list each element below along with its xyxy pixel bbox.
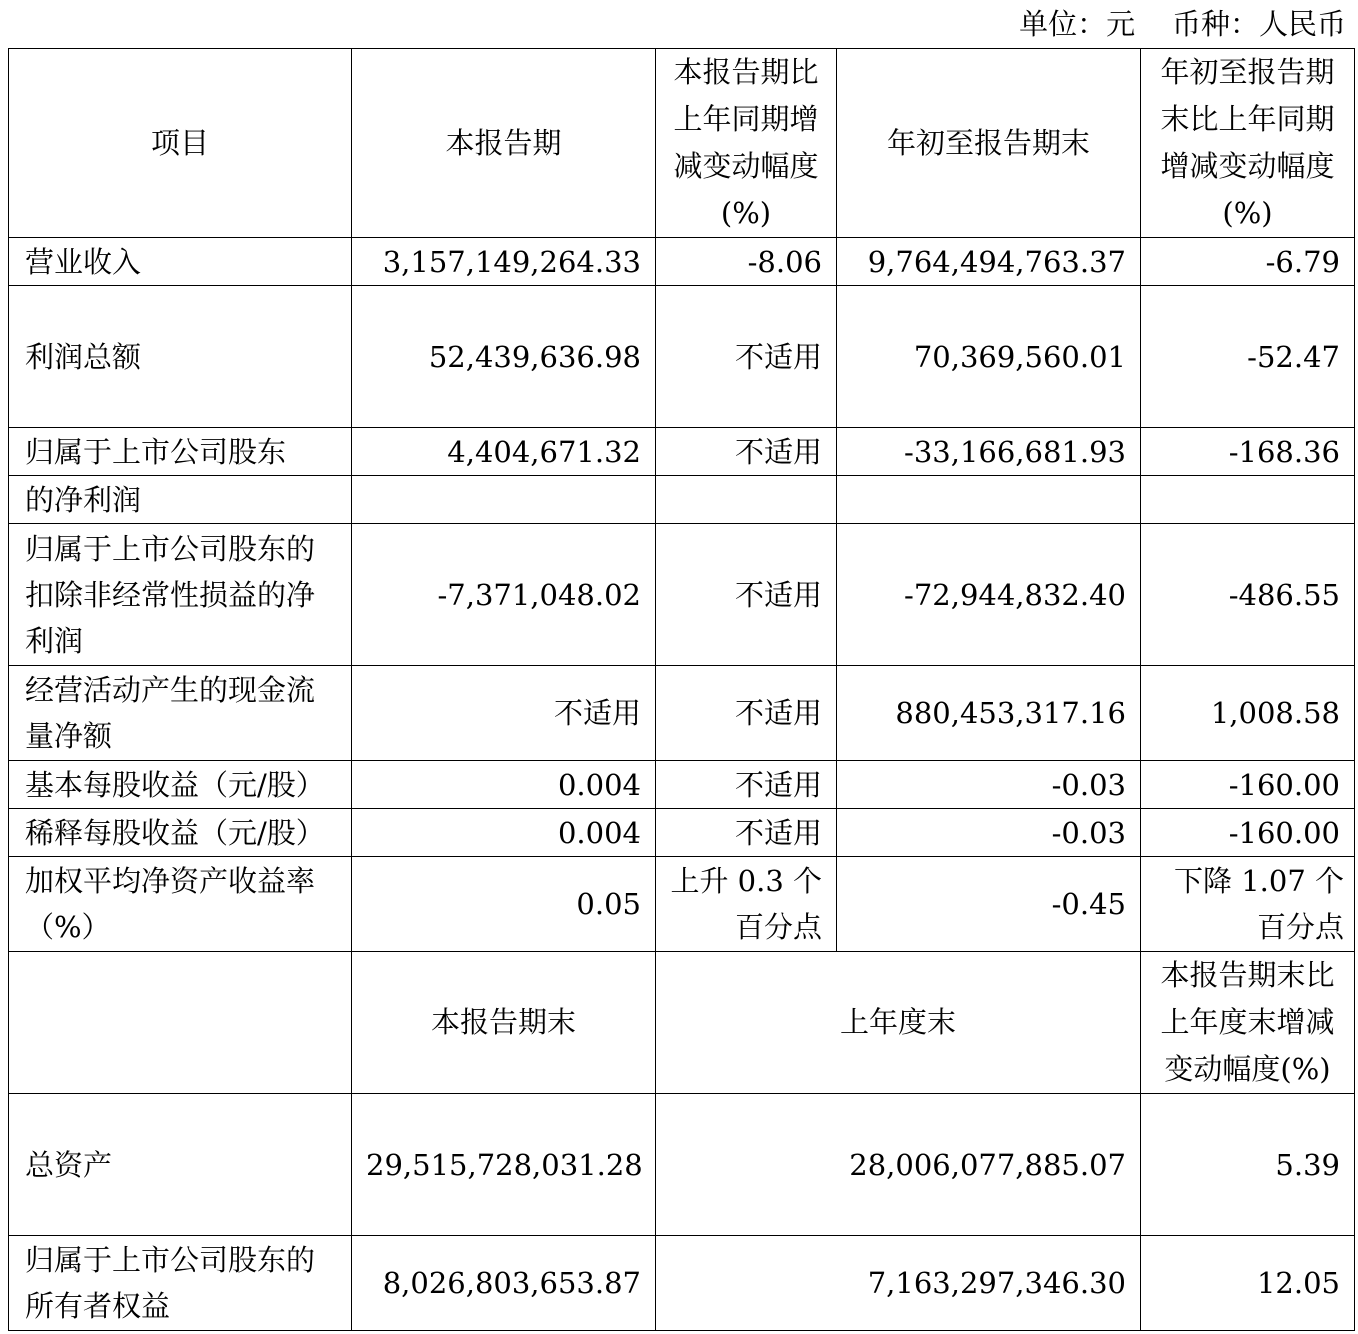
empty-cell [837,476,1141,524]
row-label: 基本每股收益（元/股） [9,761,352,809]
header-prior-year-end: 上年度末 [656,952,1141,1094]
cell-prior-year-end: 7,163,297,346.30 [656,1236,1141,1331]
header-change: 本报告期末比上年度末增减变动幅度(%) [1141,952,1355,1094]
cell-current-yoy: 不适用 [656,761,837,809]
cell-current: 3,157,149,264.33 [352,238,656,286]
table-header-row [9,49,1355,238]
row-label: 归属于上市公司股东的扣除非经常性损益的净利润 [9,524,352,666]
cell-ytd-yoy: -52.47 [1141,286,1355,428]
unit-currency-note: 单位：元 币种：人民币 [1019,7,1346,41]
table-row [9,1094,1355,1236]
row-label: 归属于上市公司股东 [9,428,352,476]
table-row [9,1236,1355,1331]
cell-current-yoy: 不适用 [656,809,837,857]
header-period-end: 本报告期末 [352,952,656,1094]
header-current-period: 本报告期 [352,49,656,238]
cell-current-yoy: -8.06 [656,238,837,286]
cell-current: 0.004 [352,809,656,857]
row-label: 稀释每股收益（元/股） [9,809,352,857]
cell-current-yoy: 不适用 [656,428,837,476]
cell-ytd: -33,166,681.93 [837,428,1141,476]
header-item: 项目 [9,49,352,238]
header-ytd-yoy: 年初至报告期末比上年同期增减变动幅度(%) [1141,49,1355,238]
cell-ytd: -0.45 [837,857,1141,952]
cell-current-yoy: 不适用 [656,524,837,666]
row-label-continuation: 的净利润 [9,476,352,524]
cell-current: 0.05 [352,857,656,952]
row-label: 总资产 [9,1094,352,1236]
cell-current-yoy: 不适用 [656,666,837,761]
cell-change: 5.39 [1141,1094,1355,1236]
cell-ytd: 9,764,494,763.37 [837,238,1141,286]
cell-current: 52,439,636.98 [352,286,656,428]
cell-current-yoy: 不适用 [656,286,837,428]
cell-ytd: -0.03 [837,761,1141,809]
table-row [9,761,1355,809]
table-row [9,286,1355,428]
cell-change: 12.05 [1141,1236,1355,1331]
row-label: 营业收入 [9,238,352,286]
table-row [9,238,1355,286]
cell-period-end: 29,515,728,031.28 [352,1094,656,1236]
cell-ytd-yoy: 1,008.58 [1141,666,1355,761]
cell-ytd-yoy: -160.00 [1141,761,1355,809]
cell-ytd-yoy: -168.36 [1141,428,1355,476]
cell-current: -7,371,048.02 [352,524,656,666]
table-row [9,666,1355,761]
cell-ytd-yoy: -160.00 [1141,809,1355,857]
cell-ytd-yoy: -6.79 [1141,238,1355,286]
empty-cell [9,952,352,1094]
table-subheader-row [9,952,1355,1094]
table-row [9,809,1355,857]
cell-ytd-yoy: 下降 1.07 个百分点 [1141,857,1355,952]
table-row [9,857,1355,952]
header-ytd: 年初至报告期末 [837,49,1141,238]
row-label: 经营活动产生的现金流量净额 [9,666,352,761]
row-label: 利润总额 [9,286,352,428]
cell-ytd-yoy: -486.55 [1141,524,1355,666]
empty-cell [352,476,656,524]
table-row [9,428,1355,476]
cell-ytd: 880,453,317.16 [837,666,1141,761]
empty-cell [1141,476,1355,524]
cell-ytd: 70,369,560.01 [837,286,1141,428]
row-label: 加权平均净资产收益率（%） [9,857,352,952]
cell-prior-year-end: 28,006,077,885.07 [656,1094,1141,1236]
cell-ytd: -72,944,832.40 [837,524,1141,666]
header-current-yoy: 本报告期比上年同期增减变动幅度(%) [656,49,837,238]
financial-data-table [8,48,1355,1331]
cell-current: 不适用 [352,666,656,761]
cell-current: 0.004 [352,761,656,809]
empty-cell [656,476,837,524]
cell-ytd: -0.03 [837,809,1141,857]
table-row-continuation [9,476,1355,524]
row-label: 归属于上市公司股东的所有者权益 [9,1236,352,1331]
cell-current: 4,404,671.32 [352,428,656,476]
cell-current-yoy: 上升 0.3 个百分点 [656,857,837,952]
table-row [9,524,1355,666]
cell-period-end: 8,026,803,653.87 [352,1236,656,1331]
